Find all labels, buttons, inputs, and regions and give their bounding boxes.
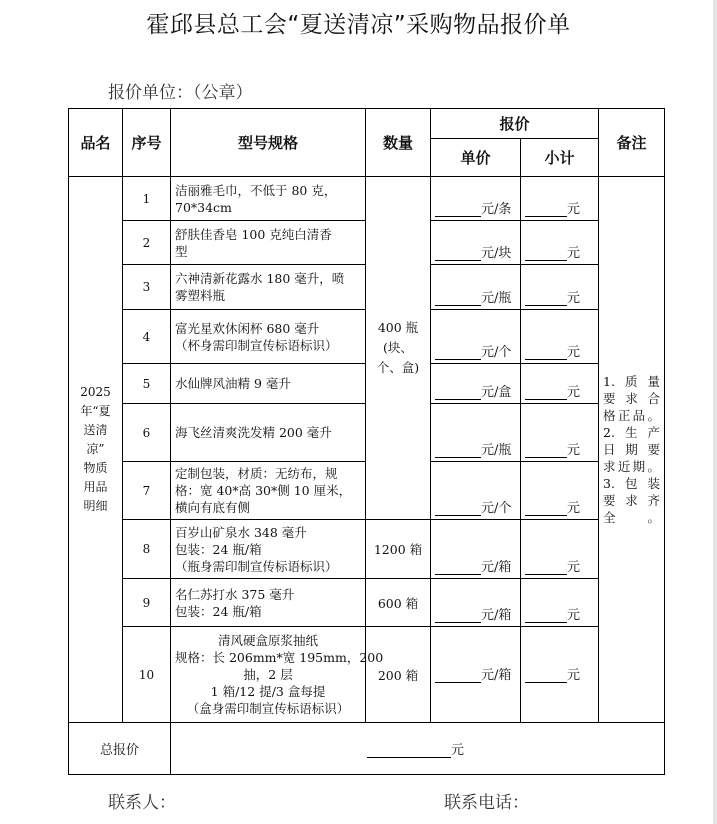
subtotal-field[interactable]: 元 xyxy=(521,364,599,404)
seq-cell: 10 xyxy=(123,627,171,723)
seq-cell: 9 xyxy=(123,579,171,627)
spec-cell: 清风硬盒原浆抽纸 规格：长 206mm*宽 195mm，200 抽，2 层 1 箱/12 提/3 盒每提 （盒身需印制宣传标语标识） xyxy=(171,627,366,723)
header-qty: 数量 xyxy=(366,109,431,177)
spec-cell: 舒肤佳香皂 100 克纯白清香 型 xyxy=(171,221,366,265)
spec-cell: 洁丽雅毛巾，不低于 80 克， 70*34cm xyxy=(171,177,366,221)
contact-person-label: 联系人： xyxy=(108,793,176,813)
seq-cell: 8 xyxy=(123,520,171,579)
total-row xyxy=(69,723,665,775)
subtotal-field[interactable]: 元 xyxy=(521,221,599,265)
subtotal-field[interactable]: 元 xyxy=(521,579,599,627)
unit-price-field[interactable]: 元/箱 xyxy=(431,627,521,723)
header-seq: 序号 xyxy=(123,109,171,177)
spec-cell: 海飞丝清爽洗发精 200 毫升 xyxy=(171,404,366,462)
seq-cell: 2 xyxy=(123,221,171,265)
table-row xyxy=(69,177,665,221)
spec-cell: 名仁苏打水 375 毫升 包装：24 瓶/箱 xyxy=(171,579,366,627)
subtotal-field[interactable]: 元 xyxy=(521,404,599,462)
spec-cell: 百岁山矿泉水 348 毫升 包装：24 瓶/箱 （瓶身需印制宣传标语标识） xyxy=(171,520,366,579)
table-row xyxy=(69,520,665,579)
table-row xyxy=(69,579,665,627)
unit-price-field[interactable]: 元/块 xyxy=(431,221,521,265)
document-title: 霍邱县总工会“夏送清凉”采购物品报价单 xyxy=(146,12,571,38)
seq-cell: 5 xyxy=(123,364,171,404)
spec-cell: 定制包装，材质：无纺布，规 格：宽 40*高 30*侧 10 厘米， 横向有底有侧 xyxy=(171,462,366,520)
subtotal-field[interactable]: 元 xyxy=(521,310,599,364)
total-price-field[interactable]: 元 xyxy=(171,723,665,775)
spec-cell: 水仙牌风油精 9 毫升 xyxy=(171,364,366,404)
subtotal-field[interactable]: 元 xyxy=(521,520,599,579)
unit-price-field[interactable]: 元/箱 xyxy=(431,520,521,579)
quote-unit-label: 报价单位：（公章） xyxy=(108,83,253,103)
subtotal-field[interactable]: 元 xyxy=(521,627,599,723)
subtotal-field[interactable]: 元 xyxy=(521,265,599,310)
unit-price-field[interactable]: 元/条 xyxy=(431,177,521,221)
unit-price-field[interactable]: 元/瓶 xyxy=(431,404,521,462)
unit-price-field[interactable]: 元/瓶 xyxy=(431,265,521,310)
qty-cell: 600 箱 xyxy=(366,579,431,627)
seq-cell: 1 xyxy=(123,177,171,221)
seq-cell: 7 xyxy=(123,462,171,520)
seq-cell: 6 xyxy=(123,404,171,462)
table-row xyxy=(69,627,665,723)
header-product: 品名 xyxy=(69,109,123,177)
seq-cell: 4 xyxy=(123,310,171,364)
product-name-cell: 2025 年“夏 送清 凉” 物质 用品 明细 xyxy=(69,177,123,723)
quote-table xyxy=(68,108,665,775)
header-remark: 备注 xyxy=(599,109,665,177)
qty-cell: 200 箱 xyxy=(366,627,431,723)
spec-cell: 富光星欢休闲杯 680 毫升 （杯身需印制宣传标语标识） xyxy=(171,310,366,364)
remark-cell: 1.质量 要求合 格正品。 2.生产 日期要 求近期。 3.包装 要求齐 全。 xyxy=(599,177,665,723)
qty-cell: 1200 箱 xyxy=(366,520,431,579)
total-label: 总报价 xyxy=(69,723,171,775)
unit-price-field[interactable]: 元/箱 xyxy=(431,579,521,627)
page-edge xyxy=(713,0,717,824)
unit-price-field[interactable]: 元/个 xyxy=(431,462,521,520)
subtotal-field[interactable]: 元 xyxy=(521,177,599,221)
contact-phone-label: 联系电话： xyxy=(444,793,529,813)
subtotal-field[interactable]: 元 xyxy=(521,462,599,520)
unit-price-field[interactable]: 元/盒 xyxy=(431,364,521,404)
spec-cell: 六神清新花露水 180 毫升，喷 雾塑料瓶 xyxy=(171,265,366,310)
header-spec: 型号规格 xyxy=(171,109,366,177)
header-unit-price: 单价 xyxy=(431,139,521,177)
qty-cell-group: 400 瓶 (块、 个、盒) xyxy=(366,177,431,520)
seq-cell: 3 xyxy=(123,265,171,310)
header-subtotal: 小计 xyxy=(521,139,599,177)
header-quote: 报价 xyxy=(431,109,599,139)
unit-price-field[interactable]: 元/个 xyxy=(431,310,521,364)
